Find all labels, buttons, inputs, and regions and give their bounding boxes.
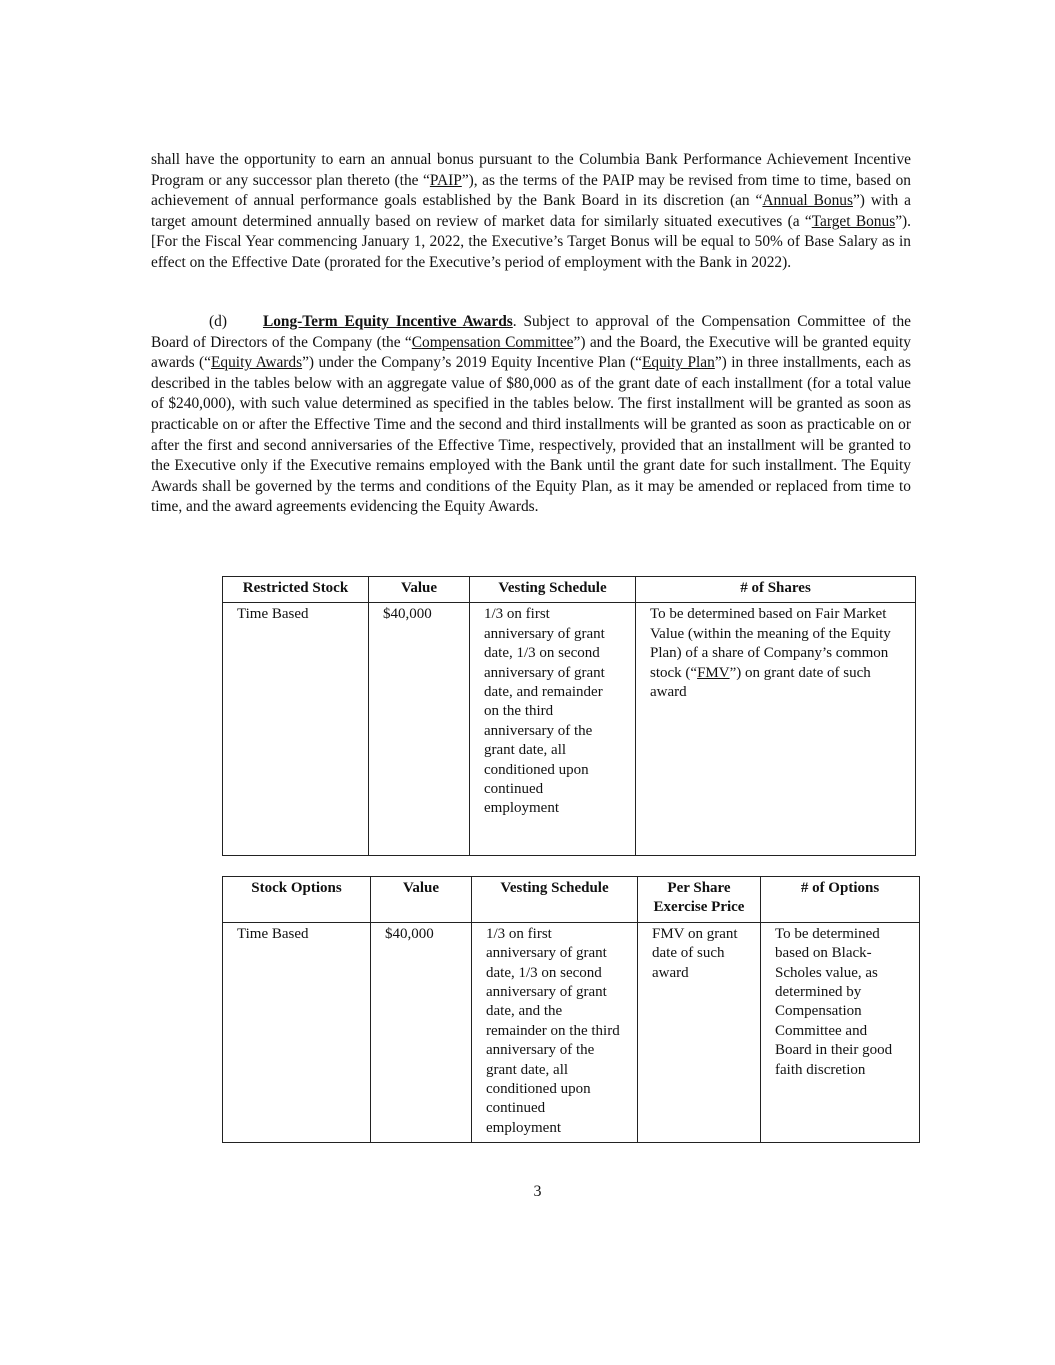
- table-row: [223, 603, 916, 856]
- defined-term-equity-plan: Equity Plan: [641, 354, 715, 372]
- text-run: ”) on grant date of such award: [650, 664, 871, 701]
- table-header-row: [223, 577, 916, 603]
- header-vesting-schedule: Vesting Schedule: [472, 877, 638, 923]
- table-row: [223, 922, 920, 1142]
- defined-term-compensation-committee: Compensation Committee: [411, 333, 574, 351]
- cell-award-type: Time Based: [223, 603, 369, 856]
- section-heading: Long-Term Equity Incentive Awards: [262, 313, 513, 330]
- cell-number-of-shares: [636, 603, 916, 856]
- defined-term-paip: PAIP: [429, 171, 462, 189]
- text-run: ”) and the Board, the Executive will be granted equity awards (“: [151, 333, 911, 372]
- cell-number-of-options: To be determined based on Black-Scholes value, as determined by Compensation Committee and Board in their good faith discretion: [761, 922, 920, 1142]
- page-number: 3: [533, 1183, 542, 1200]
- cell-vesting-schedule: 1/3 on first anniversary of grant date, 1/3 on second anniversary of grant date, and remainder on the third anniversary of the grant date, all conditioned upon continued employment: [470, 603, 636, 856]
- header-restricted-stock: Restricted Stock: [223, 577, 369, 603]
- text-run: ”) under the Company’s 2019 Equity Incentive Plan (“: [302, 354, 642, 372]
- defined-term-annual-bonus: Annual Bonus: [762, 192, 853, 210]
- header-value: Value: [371, 877, 472, 923]
- equity-awards-paragraph: [151, 312, 911, 518]
- section-label: (d): [209, 313, 227, 330]
- header-stock-options: Stock Options: [223, 877, 371, 923]
- text-run: . Subject to approval of the Compensation Committee of the Board of Directors of the Company (the “: [151, 313, 911, 351]
- defined-term-fmv: FMV: [697, 664, 730, 681]
- header-exercise-price: Per Share Exercise Price: [638, 877, 761, 923]
- cell-vesting-schedule: 1/3 on first anniversary of grant date, 1/3 on second anniversary of grant date, and the remainder on the third anniversary of the grant date, all conditioned upon continued employment: [472, 922, 638, 1142]
- stock-options-table: [222, 876, 920, 1143]
- cell-award-type: Time Based: [223, 922, 371, 1142]
- cell-value: $40,000: [371, 922, 472, 1142]
- annual-bonus-paragraph: [151, 150, 911, 274]
- text-run: ”) with a target amount determined annually based on review of market data for similarly situated executives (a “: [151, 192, 911, 230]
- header-number-of-shares: # of Shares: [636, 577, 916, 603]
- table-header-row: [223, 877, 920, 923]
- defined-term-target-bonus: Target Bonus: [811, 212, 896, 230]
- header-vesting-schedule: Vesting Schedule: [470, 577, 636, 603]
- text-run: ”) in three installments, each as described in the tables below with an aggregate value of $80,000 as of the grant date of each installment (for a total value of $240,000), with such value determined as specified in the tables below. The first installment will be granted as soon as practicable on or after the Effective Time and the second and third installments will be granted as soon as practicable on or after the first and second anniversaries of the Effective Time, respectively, provided that an installment will be granted to the Executive only if the Executive remains employed with the Bank until the grant date for such installment. The Equity Awards shall be governed by the terms and conditions of the Equity Plan, as it may be amended or replaced from time to time, and the award agreements evidencing the Equity Awards.: [151, 354, 912, 516]
- text-run: To be determined based on Fair Market Value (within the meaning of the Equity Plan) of a share of Company’s common stock (“: [650, 606, 891, 681]
- cell-value: $40,000: [369, 603, 470, 856]
- text-run: ”). [For the Fiscal Year commencing January 1, 2022, the Executive’s Target Bonus will be equal to 50% of Base Salary as in effect on the Effective Date (prorated for the Executive’s period of employment with the Bank in 2022).: [151, 212, 911, 271]
- text-run: shall have the opportunity to earn an annual bonus pursuant to the Columbia Bank Performance Achievement Incentive Program or any successor plan thereto (the “: [151, 151, 911, 189]
- text-run: ”), as the terms of the PAIP may be revised from time to time, based on achievement of annual performance goals established by the Bank Board in its discretion (an “: [151, 171, 911, 210]
- cell-exercise-price: FMV on grant date of such award: [638, 922, 761, 1142]
- header-value: Value: [369, 577, 470, 603]
- restricted-stock-table: [222, 576, 916, 856]
- defined-term-equity-awards: Equity Awards: [211, 354, 303, 372]
- header-number-of-options: # of Options: [761, 877, 920, 923]
